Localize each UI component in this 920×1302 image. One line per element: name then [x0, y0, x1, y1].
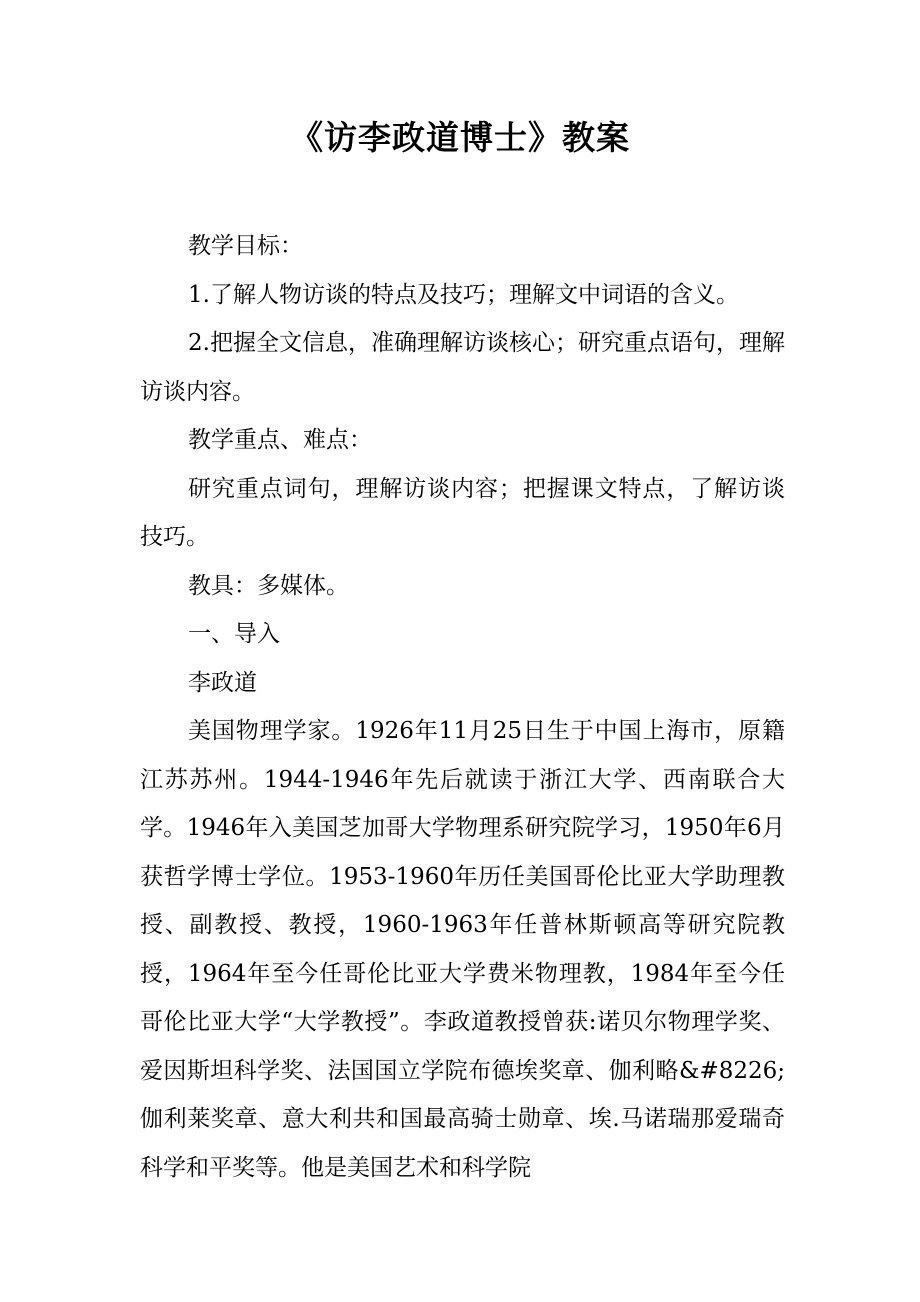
heading-teaching-objectives: 教学目标：: [188, 233, 303, 259]
objective-item-2: 2.把握全文信息，准确理解访谈核心；研究重点语句，理解访谈内容。: [140, 330, 785, 405]
subheading-person-name: 李政道: [188, 669, 257, 696]
biography-paragraph: 美国物理学家。1926年11月25日生于中国上海市，原籍江苏苏州。1944-1946年先后就读于浙江大学、西南联合大学。1946年入美国芝加哥大学物理系研究院学习，1950年6月获哲学博士学位。1953-1960年历任美国哥伦比亚大学助理教授、副教授、教授，1960-1963年任普林斯顿高等研究院教授，1964年至今任哥伦比亚大学费米物理教，1984年至今任哥伦比亚大学“大学教授”。李政道教授曾获:诺贝尔物理学奖、爱因斯坦科学奖、法国国立学院布德埃奖章、伽利略&#8226;伽利莱奖章、意大利共和国最高骑士勋章、埃.马诺瑞那爱瑞奇科学和平奖等。他是美国艺术和科学院: [140, 718, 785, 1181]
document-body: [140, 222, 785, 1192]
teaching-aids: 教具：多媒体。: [188, 572, 349, 599]
section-heading-introduction: 一、导入: [188, 621, 280, 647]
key-points-text: 研究重点词句，理解访谈内容；把握课文特点，了解访谈技巧。: [140, 475, 785, 550]
document-title: 《访李政道博士》教案: [290, 118, 630, 157]
objective-item-1: 1.了解人物访谈的特点及技巧；理解文中词语的含义。: [188, 281, 739, 308]
heading-key-difficult-points: 教学重点、难点：: [188, 427, 372, 453]
